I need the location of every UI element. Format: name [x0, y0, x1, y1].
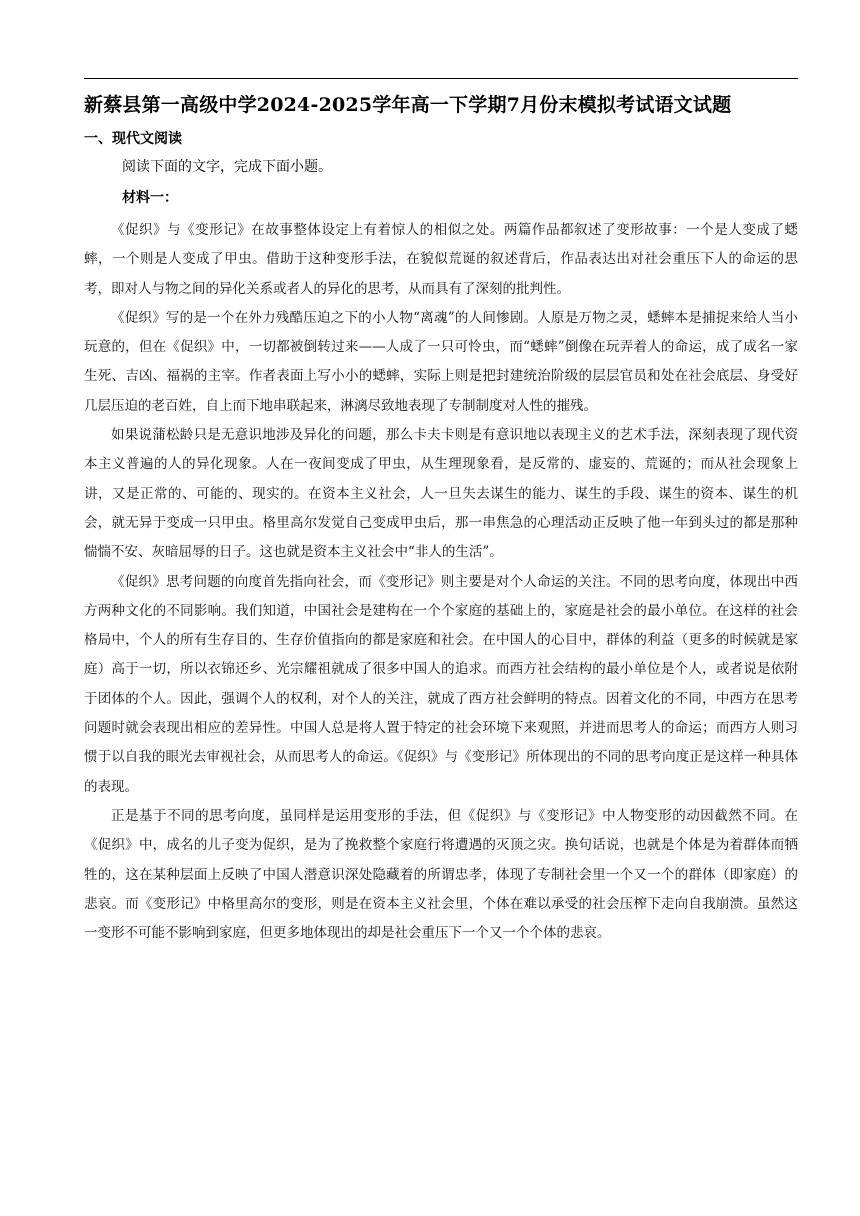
section-heading: 一、现代文阅读	[84, 131, 182, 147]
paragraph: 正是基于不同的思考向度，虽同样是运用变形的手法，但《促织》与《变形记》中人物变形的动因截然不同。在《促织》中，成名的儿子变为促织，是为了挽救整个家庭行将遭遇的灭顶之灾。换句话说，也就是个体是为着群体而牺牲的，这在某种层面上反映了中国人潜意识深处隐藏着的所谓忠孝，体现了专制社会里一个又一个的群体（即家庭）的悲哀。而《变形记》中格里高尔的变形，则是在资本主义社会里，个体在难以承受的社会压榨下走向自我崩溃。虽然这一变形不可能不影响到家庭，但更多地体现出的却是社会重压下一个又一个个体的悲哀。	[84, 807, 798, 942]
article-body	[84, 216, 798, 948]
page-title: 新蔡县第一高级中学2024-2025学年高一下学期7月份末模拟考试语文试题	[84, 94, 732, 116]
paragraph: 《促织》思考问题的向度首先指向社会，而《变形记》则主要是对个人命运的关注。不同的思考向度，体现出中西方两种文化的不同影响。我们知道，中国社会是建构在一个个家庭的基础上的，家庭是社会的最小单位。在这样的社会格局中，个人的所有生存目的、生存价值指向的都是家庭和社会。在中国人的心目中，群体的利益（更多的时候就是家庭）高于一切，所以衣锦还乡、光宗耀祖就成了很多中国人的追求。而西方社会结构的最小单位是个人，或者说是依附于团体的个人。因此，强调个人的权利，对个人的关注，就成了西方社会鲜明的特点。因着文化的不同，中西方在思考问题时就会表现出相应的差异性。中国人总是将人置于特定的社会环境下来观照，并进而思考人的命运；而西方人则习惯于以自我的眼光去审视社会，从而思考人的命运。《促织》与《变形记》所体现出的不同的思考向度正是这样一种具体的表现。	[84, 573, 798, 795]
paragraph: 《促织》与《变形记》在故事整体设定上有着惊人的相似之处。两篇作品都叙述了变形故事：一个是人变成了蟋蟀，一个则是人变成了甲虫。借助于这种变形手法，在貌似荒诞的叙述背后，作品表达出对社会重压下人的命运的思考，即对人与物之间的异化关系或者人的异化的思考，从而具有了深刻的批判性。	[84, 222, 798, 297]
instruction-text: 阅读下面的文字，完成下面小题。	[122, 159, 332, 175]
material-label: 材料一：	[122, 190, 178, 206]
paragraph: 如果说蒲松龄只是无意识地涉及异化的问题，那么卡夫卡则是有意识地以表现主义的艺术手法，深刻表现了现代资本主义普遍的人的异化现象。人在一夜间变成了甲虫，从生理现象看，是反常的、虚妄的、荒诞的；而从社会现象上讲，又是正常的、可能的、现实的。在资本主义社会，人一旦失去谋生的能力、谋生的手段、谋生的资本、谋生的机会，就无异于变成一只甲虫。格里高尔发觉自己变成甲虫后，那一串焦急的心理活动正反映了他一年到头过的都是那种惴惴不安、灰暗屈辱的日子。这也就是资本主义社会中“非人的生活”。	[84, 427, 798, 561]
header-divider	[84, 78, 798, 79]
paragraph: 《促织》写的是一个在外力残酷压迫之下的小人物“离魂”的人间惨剧。人原是万物之灵，蟋蟀本是捕捉来给人当小玩意的，但在《促织》中，一切都被倒转过来——人成了一只可怜虫，而“蟋蟀”倒像在玩弄着人的命运，成了成名一家生死、吉凶、福祸的主宰。作者表面上写小小的蟋蟀，实际上则是把封建统治阶级的层层官员和处在社会底层、身受好几层压迫的老百姓，自上而下地串联起来，淋漓尽致地表现了专制制度对人性的摧残。	[84, 309, 798, 414]
